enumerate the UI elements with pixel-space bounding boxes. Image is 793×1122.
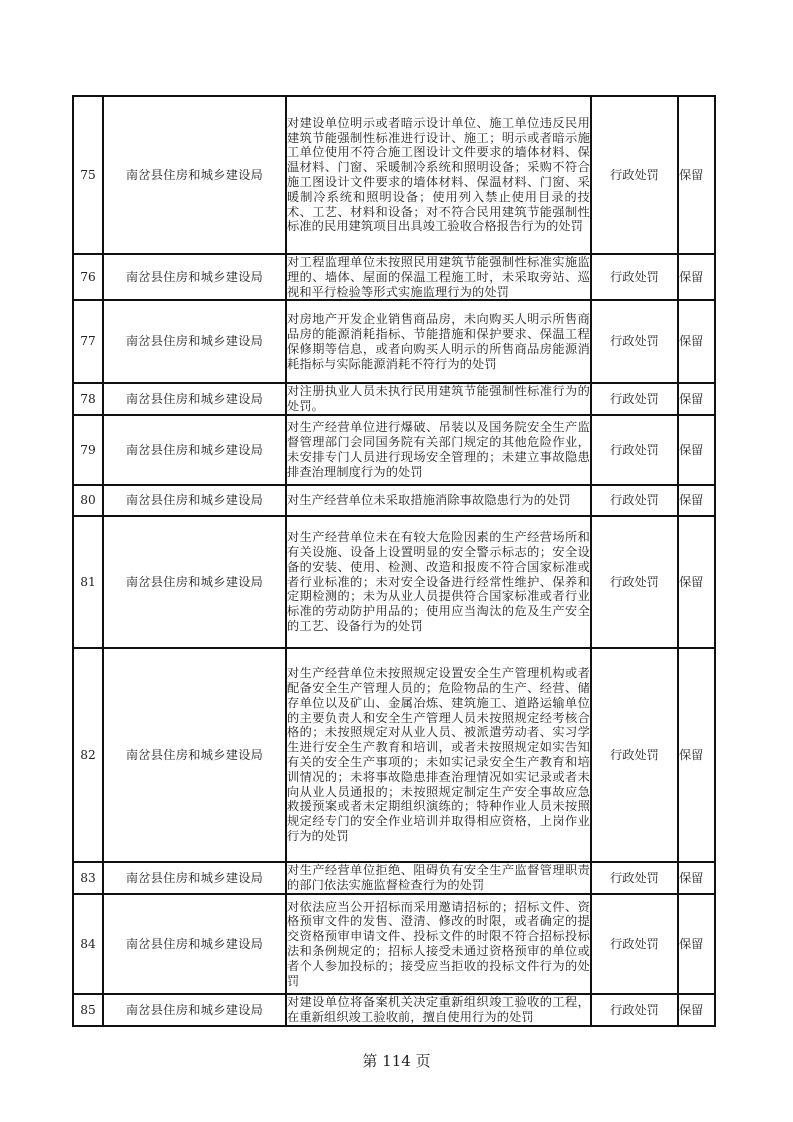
department: 南岔县住房和城乡建设局	[103, 648, 286, 862]
item-description: 对建设单位将备案机关决定重新组织竣工验收的工程，在重新组织竣工验收前，擅自使用行为的处罚	[287, 995, 590, 1024]
power-type: 行政处罚	[591, 96, 678, 254]
item-description: 对建设单位明示或者暗示设计单位、施工单位违反民用建筑节能强制性标准进行设计、施工；明示或者暗示施工单位使用不符合施工图设计文件要求的墙体材料、保温材料、门窗、采暖制冷系统和照明设备；采购不符合施工图设计文件要求的墙体材料、保温材料、门窗、采暖制冷系统和照明设备；使用列入禁止使用目录的技术、工艺、材料和设备；对不符合民用建筑节能强制性标准的民用建筑项目出具竣工验收合格报告行为的处罚	[286, 96, 591, 254]
table-row	[73, 862, 715, 894]
power-type: 行政处罚	[591, 516, 678, 648]
status: 保留	[678, 254, 715, 300]
table-row	[73, 415, 715, 485]
power-type: 行政处罚	[591, 485, 678, 516]
power-type: 行政处罚	[591, 994, 678, 1026]
department: 南岔县住房和城乡建设局	[103, 96, 286, 254]
table-row	[73, 383, 715, 415]
power-type: 行政处罚	[591, 254, 678, 300]
power-type: 行政处罚	[591, 894, 678, 994]
page-number: 第 114 页	[362, 1052, 431, 1070]
department: 南岔县住房和城乡建设局	[103, 485, 286, 516]
department: 南岔县住房和城乡建设局	[103, 415, 286, 485]
table-row	[73, 994, 715, 1026]
item-description: 对生产经营单位未采取措施消除事故隐患行为的处罚	[286, 485, 591, 516]
department: 南岔县住房和城乡建设局	[103, 254, 286, 300]
row-number: 83	[73, 862, 103, 894]
table-row	[73, 516, 715, 648]
power-type: 行政处罚	[591, 862, 678, 894]
status: 保留	[678, 415, 715, 485]
table-row	[73, 485, 715, 516]
department: 南岔县住房和城乡建设局	[103, 300, 286, 383]
power-type: 行政处罚	[591, 300, 678, 383]
power-type: 行政处罚	[591, 383, 678, 415]
department: 南岔县住房和城乡建设局	[103, 994, 286, 1026]
row-number: 77	[73, 300, 103, 383]
status: 保留	[678, 485, 715, 516]
item-description: 对房地产开发企业销售商品房，未向购买人明示所售商品房的能源消耗指标、节能措施和保护要求、保温工程保修期等信息，或者向购买人明示的所售商品房能源消耗指标与实际能源消耗不符行为的处罚	[286, 300, 591, 383]
department: 南岔县住房和城乡建设局	[103, 383, 286, 415]
item-description: 对注册执业人员未执行民用建筑节能强制性标准行为的处罚。	[287, 384, 590, 414]
item-description: 对生产经营单位拒绝、阻碍负有安全生产监督管理职责的部门依法实施监督检查行为的处罚	[287, 863, 590, 892]
item-description: 对生产经营单位进行爆破、吊装以及国务院安全生产监督管理部门会同国务院有关部门规定的其他危险作业，未安排专门人员进行现场安全管理的；未建立事故隐患排查治理制度行为的处罚	[286, 415, 591, 485]
row-number: 84	[73, 894, 103, 994]
item-description: 对生产经营单位未在有较大危险因素的生产经营场所和有关设施、设备上设置明显的安全警示标志的；安全设备的安装、使用、检测、改造和报废不符合国家标准或者行业标准的；未对安全设备进行经常性维护、保养和定期检测的；未为从业人员提供符合国家标准或者行业标准的劳动防护用品的；使用应当淘汰的危及生产安全的工艺、设备行为的处罚	[286, 516, 591, 648]
row-number: 76	[73, 254, 103, 300]
row-number: 78	[73, 383, 103, 415]
item-description: 对生产经营单位未按照规定设置安全生产管理机构或者配备安全生产管理人员的；危险物品的生产、经营、储存单位以及矿山、金属冶炼、建筑施工、道路运输单位的主要负责人和安全生产管理人员未按照规定经考核合格的；未按照规定对从业人员、被派遣劳动者、实习学生进行安全生产教育和培训，或者未按照规定如实告知有关的安全生产事项的；未如实记录安全生产教育和培训情况的；未将事故隐患排查治理情况如实记录或者未向从业人员通报的；未按照规定制定生产安全事故应急救援预案或者未定期组织演练的；特种作业人员未按照规定经专门的安全作业培训并取得相应资格，上岗作业行为的处罚	[286, 648, 591, 862]
row-number: 82	[73, 648, 103, 862]
table-row	[73, 894, 715, 994]
power-list-table	[72, 95, 716, 1027]
status: 保留	[678, 300, 715, 383]
table-row	[73, 300, 715, 383]
status: 保留	[678, 862, 715, 894]
status: 保留	[678, 648, 715, 862]
department: 南岔县住房和城乡建设局	[103, 862, 286, 894]
row-number: 75	[73, 96, 103, 254]
table-row	[73, 648, 715, 862]
status: 保留	[678, 894, 715, 994]
row-number: 81	[73, 516, 103, 648]
department: 南岔县住房和城乡建设局	[103, 516, 286, 648]
status: 保留	[678, 994, 715, 1026]
status: 保留	[678, 96, 715, 254]
item-description: 对依法应当公开招标而采用邀请招标的；招标文件、资格预审文件的发售、澄清、修改的时限，或者确定的提交资格预审申请文件、投标文件的时限不符合招标投标法和条例规定的；招标人接受未通过资格预审的单位或者个人参加投标的；接受应当拒收的投标文件行为的处罚	[286, 894, 591, 994]
power-type: 行政处罚	[591, 415, 678, 485]
table-row	[73, 254, 715, 300]
table-row	[73, 96, 715, 254]
row-number: 85	[73, 994, 103, 1026]
row-number: 80	[73, 485, 103, 516]
row-number: 79	[73, 415, 103, 485]
status: 保留	[678, 516, 715, 648]
status: 保留	[678, 383, 715, 415]
item-description: 对工程监理单位未按照民用建筑节能强制性标准实施监理的、墙体、屋面的保温工程施工时，未采取旁站、巡视和平行检验等形式实施监理行为的处罚	[287, 255, 590, 299]
department: 南岔县住房和城乡建设局	[103, 894, 286, 994]
power-type: 行政处罚	[591, 648, 678, 862]
